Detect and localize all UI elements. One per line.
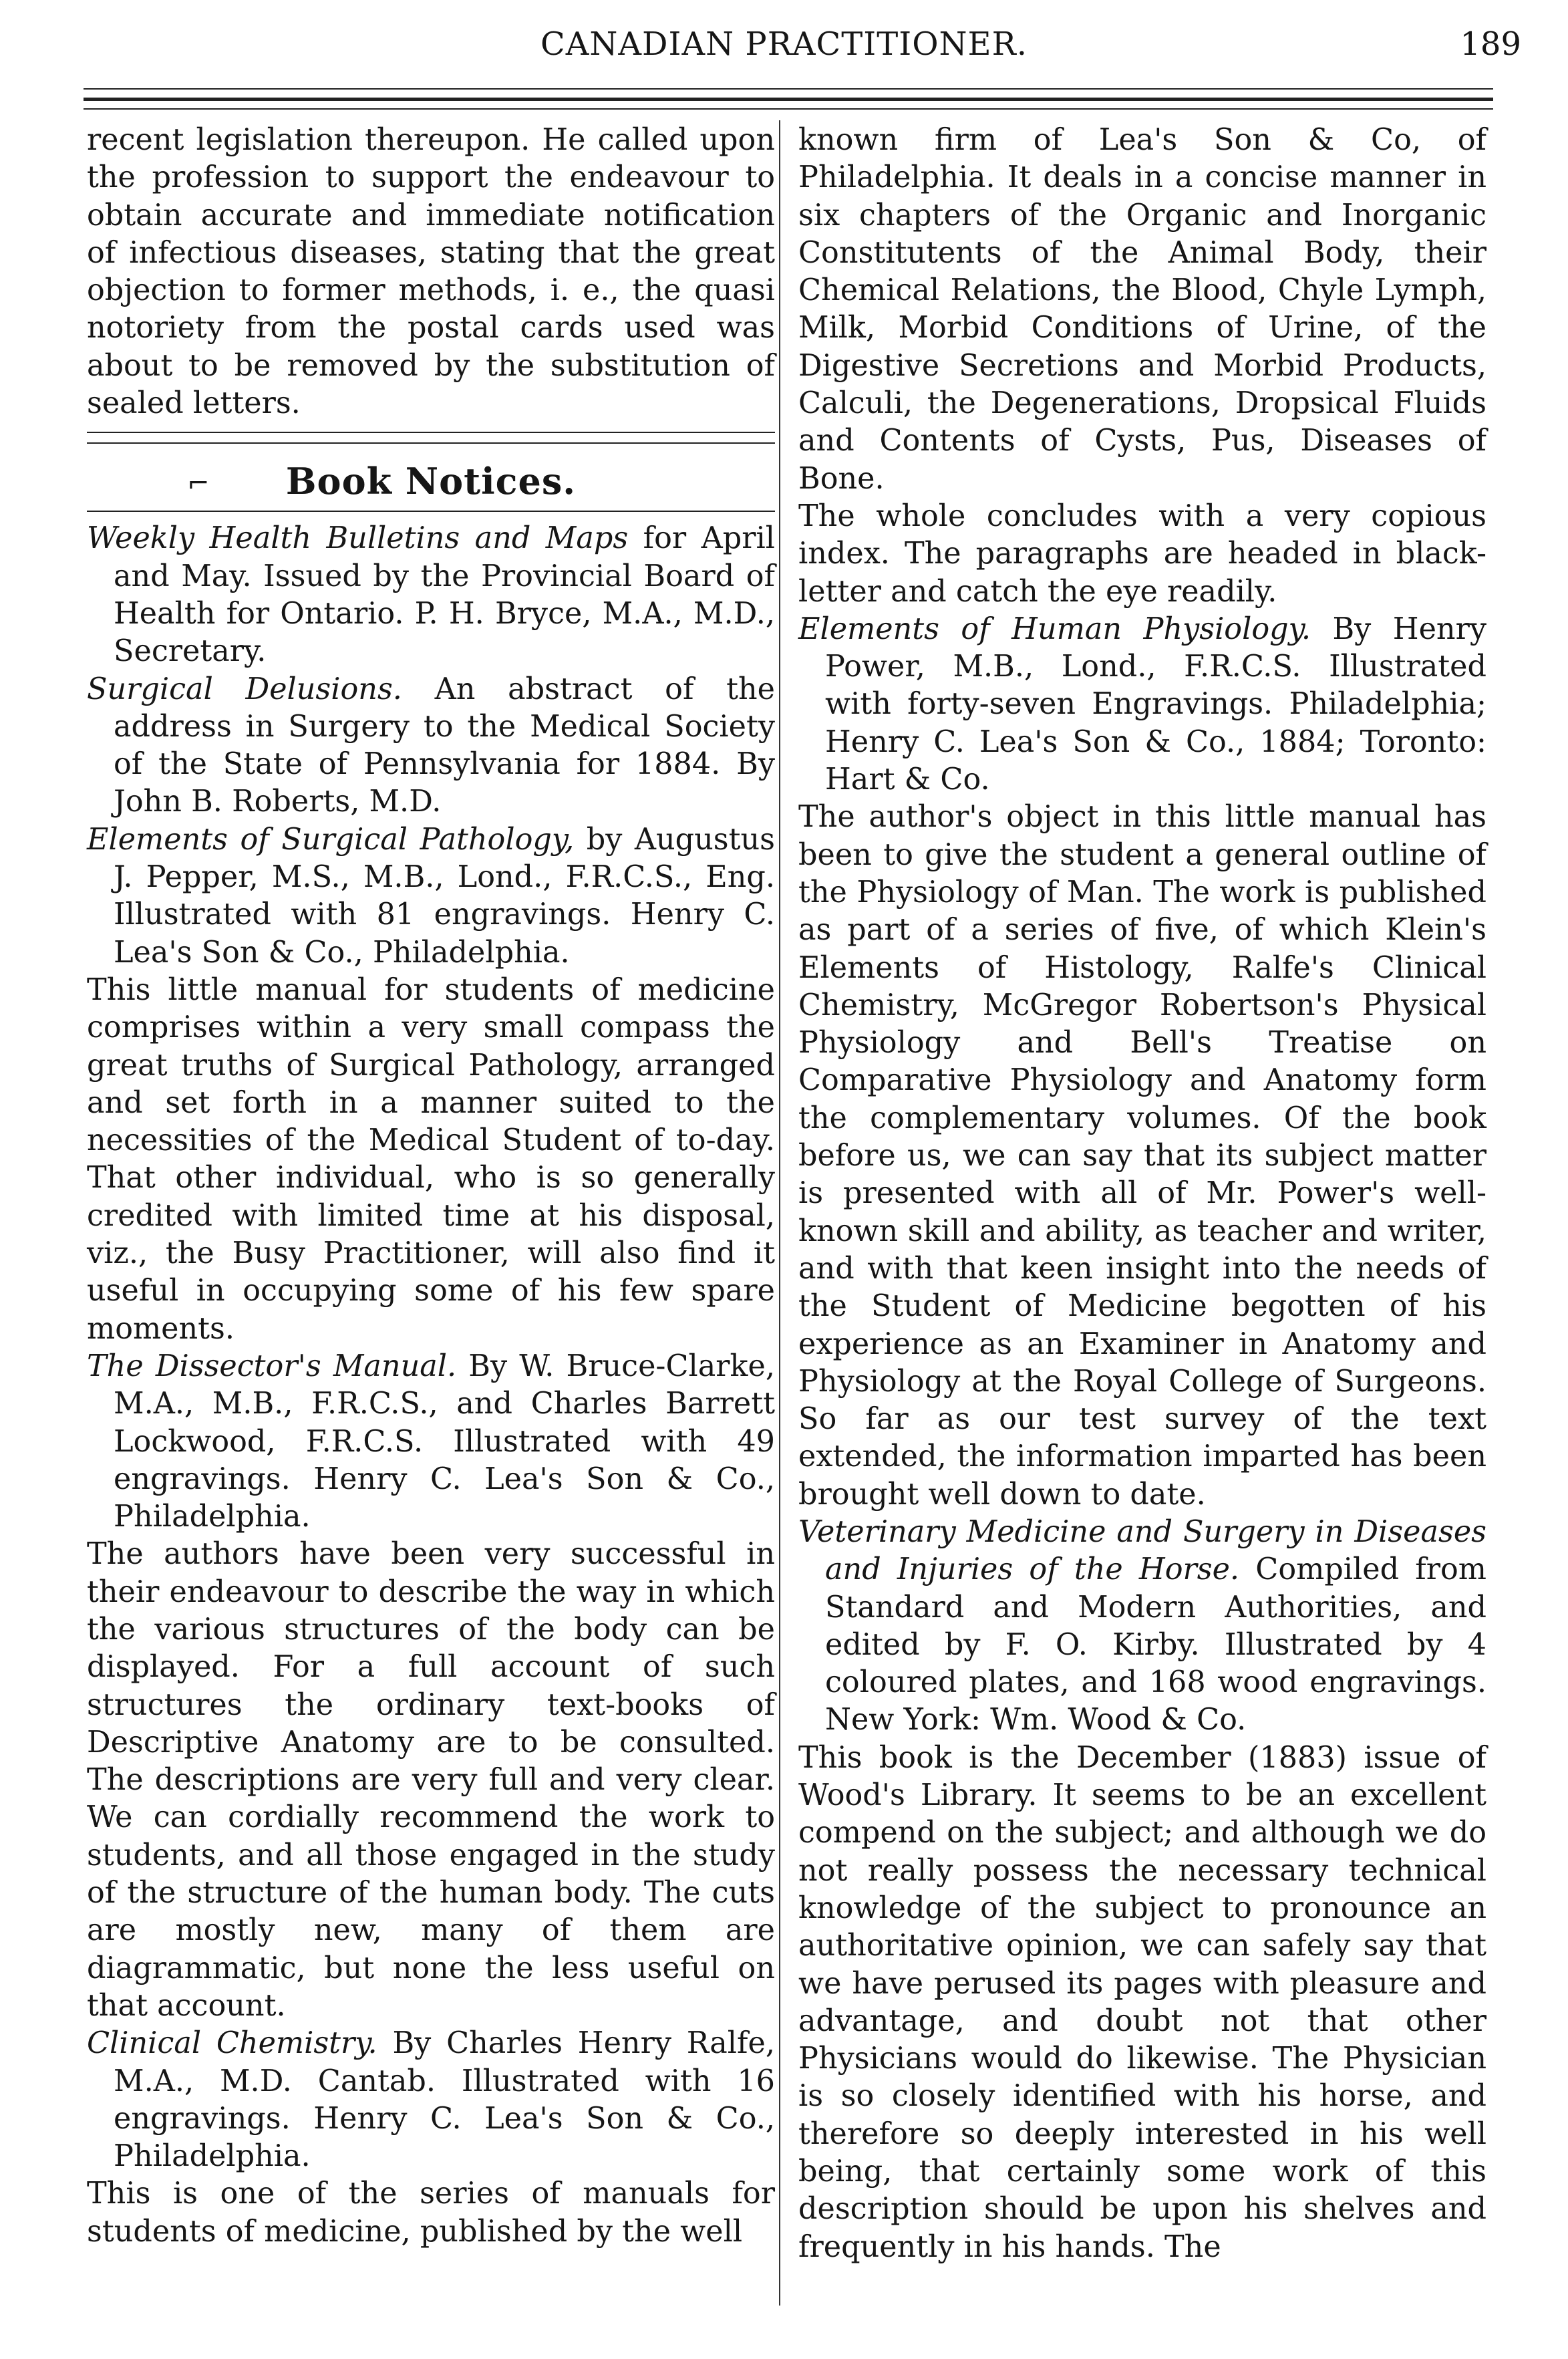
book-title: Weekly Health Bulletins and Maps: [87, 521, 629, 556]
heading-ornament: ⌐: [187, 468, 210, 500]
book-title: Elements of Surgical Pathology,: [87, 822, 575, 857]
book-details: By Henry Power, M.B., Lond., F.R.C.S. Illustrated with forty-seven Engravings. Philadelphia; Henry C. Lea's Son & Co., 1884; Toronto: Hart & Co.: [825, 611, 1486, 797]
section-heading: [87, 454, 775, 508]
header-rule-lower: [84, 108, 1493, 110]
book-title: Veterinary Medicine and Surgery in Diseases and Injuries of the Horse.: [798, 1514, 1486, 1587]
book-entry: [798, 611, 1486, 799]
book-details: An abstract of the address in Surgery to the Medical Society of the State of Pennsylvania for 1884. By John B. Roberts, M.D.: [114, 672, 775, 819]
book-entry: [87, 1348, 775, 1536]
page-header: [0, 0, 1568, 100]
review-paragraph: This little manual for students of medicine comprises within a very small compass the great truths of Surgical Pathology, arranged and set forth in a manner suited to the necessities of the Medical Student of to-day. That other individual, who is so generally credited with limited time at his disposal, viz., the Busy Practitioner, will also find it useful in occupying some of his few spare moments.: [87, 972, 775, 1346]
left-column: [87, 122, 775, 2251]
review-paragraph: This book is the December (1883) issue of Wood's Library. It seems to be an excellent compend on the subject; and although we do not really possess the necessary technical knowledge of the subject to pronounce an authoritative opinion, we can safely say that we have perused its pages with pleasure and advantage, and doubt not that other Physicians would do likewise. The Physician is so closely identified with his horse, and therefore so deeply interested in his well being, that certainly some work of this description should be upon his shelves and frequently in his hands. The: [798, 1740, 1486, 2264]
review-paragraph: This is one of the series of manuals for students of medicine, published by the well: [87, 2177, 775, 2249]
section-heading-text: Book Notices.: [285, 460, 577, 503]
book-details: Compiled from Standard and Modern Authorities, and edited by F. O. Kirby. Illustrated by 4 coloured plates, and 168 wood engravings. New York: Wm. Wood & Co.: [825, 1552, 1486, 1738]
book-title: Clinical Chemistry.: [87, 2026, 377, 2061]
book-details: By W. Bruce-Clarke, M.A., M.B., F.R.C.S., and Charles Barrett Lockwood, F.R.C.S. Illustrated with 49 engravings. Henry C. Lea's Son & Co., Philadelphia.: [114, 1349, 775, 1534]
book-entry: [87, 2025, 775, 2175]
review-paragraph: known firm of Lea's Son & Co, of Philadelphia. It deals in a concise manner in six chapters of the Organic and Inorganic Constitutents of the Animal Body, their Chemical Relations, the Blood, Chyle Lymph, Milk, Morbid Conditions of Urine, of the Digestive Secretions and Morbid Products, Calculi, the Degenerations, Dropsical Fluids and Contents of Cysts, Pus, Diseases of Bone.: [798, 123, 1486, 496]
heading-rule: [87, 511, 775, 512]
header-rule-thick: [84, 98, 1493, 101]
book-title: Surgical Delusions.: [87, 672, 402, 706]
page-number: 189: [1460, 25, 1521, 63]
review-paragraph: The author's object in this little manual has been to give the student a general outline of the Physiology of Man. The work is published as part of a series of five, of which Klein's Elements of Histology, Ralfe's Clinical Chemistry, McGregor Robertson's Physical Physiology and Bell's Treatise on Comparative Physiology and Anatomy form the complementary volumes. Of the book before us, we can say that its subject matter is presented with all of Mr. Power's well-known skill and ability, as teacher and writer, and with that keen insight into the needs of the Student of Medicine begotten of his experience as an Examiner in Anatomy and Physiology at the Royal College of Surgeons. So far as our test survey of the text extended, the information imparted has been brought well down to date.: [798, 800, 1486, 1512]
right-column: [798, 122, 1486, 2266]
review-paragraph: The whole concludes with a very copious index. The paragraphs are headed in black-letter and catch the eye readily.: [798, 499, 1486, 609]
book-entry: [798, 1514, 1486, 1740]
intro-paragraph: recent legislation thereupon. He called upon the profession to support the endeavour to obtain accurate and immediate notification of infectious diseases, stating that the great objection to former methods, i. e., the quasi notoriety from the postal cards used was about to be removed by the substitution of sealed letters.: [87, 123, 775, 421]
review-paragraph: The authors have been very successful in their endeavour to describe the way in which the various structures of the body can be displayed. For a full account of such structures the ordinary text-books of Descriptive Anatomy are to be consulted. The descriptions are very full and very clear. We can cordially recommend the work to students, and all those engaged in the study of the structure of the human body. The cuts are mostly new, many of them are diagrammatic, but none the less useful on that account.: [87, 1537, 775, 2023]
book-entry: [87, 671, 775, 821]
section-double-rule: [87, 432, 775, 444]
running-title: CANADIAN PRACTITIONER.: [540, 25, 1028, 63]
book-details: By Charles Henry Ralfe, M.A., M.D. Cantab. Illustrated with 16 engravings. Henry C. Lea's Son & Co., Philadelphia.: [114, 2026, 775, 2174]
header-rule-thin: [84, 88, 1493, 90]
book-title: Elements of Human Physiology.: [798, 611, 1311, 646]
book-entry: [87, 821, 775, 972]
book-title: The Dissector's Manual.: [87, 1349, 457, 1383]
book-details: by Augustus J. Pepper, M.S., M.B., Lond., F.R.C.S., Eng. Illustrated with 81 engravings. Henry C. Lea's Son & Co., Philadelphia.: [114, 822, 776, 970]
book-entry: [87, 520, 775, 670]
book-details: for April and May. Issued by the Provincial Board of Health for Ontario. P. H. Bryce, M.A., M.D., Secretary.: [114, 521, 776, 669]
column-divider: [779, 120, 780, 2306]
